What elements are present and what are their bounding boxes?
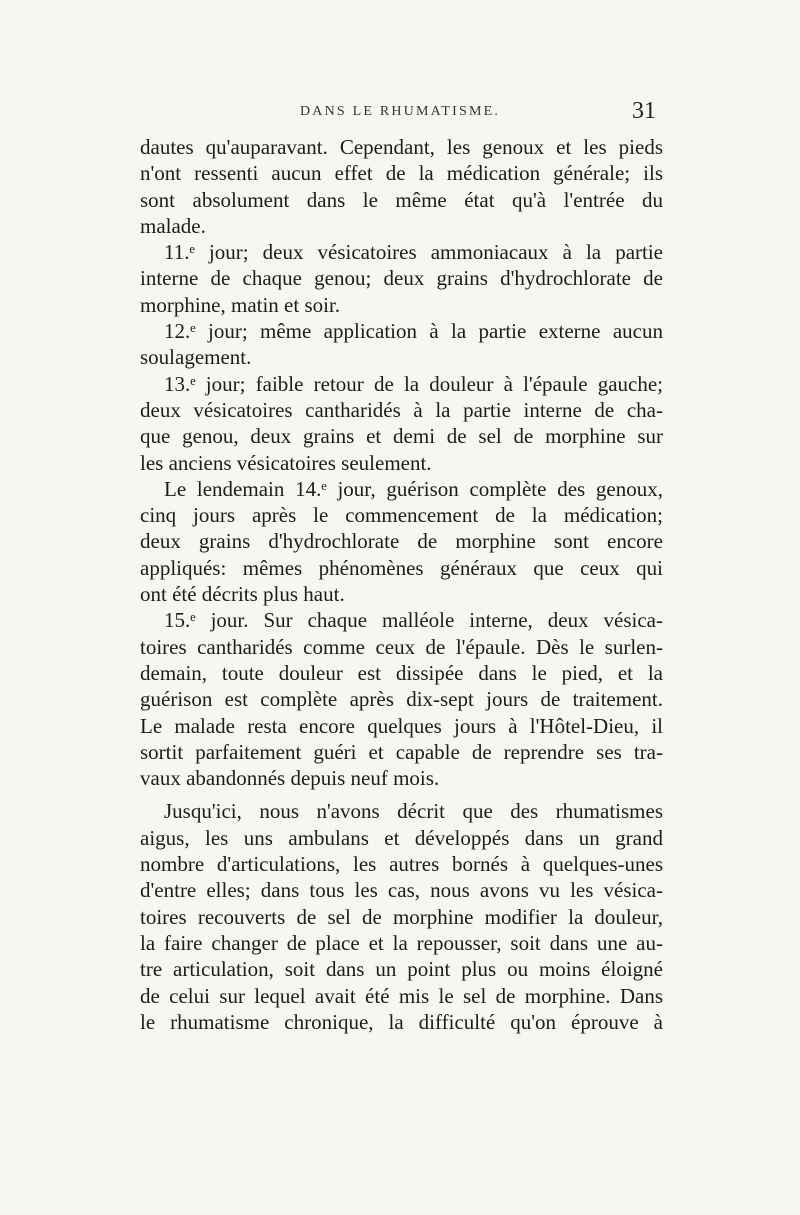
text-line: ont été décrits plus haut. <box>140 582 345 607</box>
text-line: Jusqu'ici, nous n'avons décrit que des rhumatismes <box>164 799 663 824</box>
text-line: 13.ᵉ jour; faible retour de la douleur à l'épaule gauche; <box>164 371 663 396</box>
text-line: sortit parfaitement guéri et capable de reprendre ses tra- <box>140 739 663 764</box>
text-line: sont absolument dans le même état qu'à l'entrée du <box>140 187 663 212</box>
text-line: de celui sur lequel avait été mis le sel de morphine. Dans <box>140 983 663 1008</box>
text-line: les anciens vésicatoires seulement. <box>140 450 432 475</box>
text-line: demain, toute douleur est dissipée dans le pied, et la <box>140 660 663 685</box>
text-line: appliqués: mêmes phénomènes généraux que ceux qui <box>140 555 663 580</box>
text-line: le rhumatisme chronique, la difficulté qu'on éprouve à <box>140 1009 663 1034</box>
text-line: d'entre elles; dans tous les cas, nous avons vu les vésica- <box>140 878 663 903</box>
text-line: 15.ᵉ jour. Sur chaque malléole interne, deux vésica- <box>164 608 663 633</box>
text-line: Le lendemain 14.ᵉ jour, guérison complète des genoux, <box>164 476 663 501</box>
text-line: vaux abandonnés depuis neuf mois. <box>140 766 440 791</box>
text-line: tre articulation, soit dans un point plus ou moins éloigné <box>140 957 663 982</box>
text-line: aigus, les uns ambulans et développés dans un grand <box>140 825 663 850</box>
text-line: la faire changer de place et la repousser, soit dans une au- <box>140 930 663 955</box>
running-title: DANS LE RHUMATISME. <box>300 104 501 119</box>
text-line: deux grains d'hydrochlorate de morphine sont encore <box>140 529 663 554</box>
text-line: dautes qu'auparavant. Cependant, les genoux et les pieds <box>140 135 663 159</box>
text-line: nombre d'articulations, les autres bornés à quelques-unes <box>140 852 663 877</box>
text-line: 11.ᵉ jour; deux vésicatoires ammoniacaux à la partie <box>164 240 663 265</box>
text-line: cinq jours après le commencement de la médication; <box>140 503 663 528</box>
text-line: guérison est complète après dix-sept jours de traitement. <box>140 687 663 712</box>
text-line: 12.ᵉ jour; même application à la partie externe aucun <box>164 319 663 344</box>
text-line: deux vésicatoires cantharidés à la partie interne de cha- <box>140 397 663 422</box>
text-line: soulagement. <box>140 345 252 370</box>
running-head <box>140 98 660 128</box>
text-line: que genou, deux grains et demi de sel de morphine sur <box>140 424 663 449</box>
body-text <box>140 134 663 1035</box>
page-number: 31 <box>632 98 656 124</box>
text-line: malade. <box>140 213 206 238</box>
text-line: n'ont ressenti aucun effet de la médication générale; ils <box>140 161 663 186</box>
text-line: toires cantharidés comme ceux de l'épaule. Dès le surlen- <box>140 634 663 659</box>
text-line: morphine, matin et soir. <box>140 292 341 317</box>
text-line: Le malade resta encore quelques jours à l'Hôtel-Dieu, il <box>140 713 663 738</box>
text-line: toires recouverts de sel de morphine modifier la douleur, <box>140 904 663 929</box>
paragraph-gap <box>140 791 663 798</box>
text-line: interne de chaque genou; deux grains d'hydrochlorate de <box>140 266 663 291</box>
